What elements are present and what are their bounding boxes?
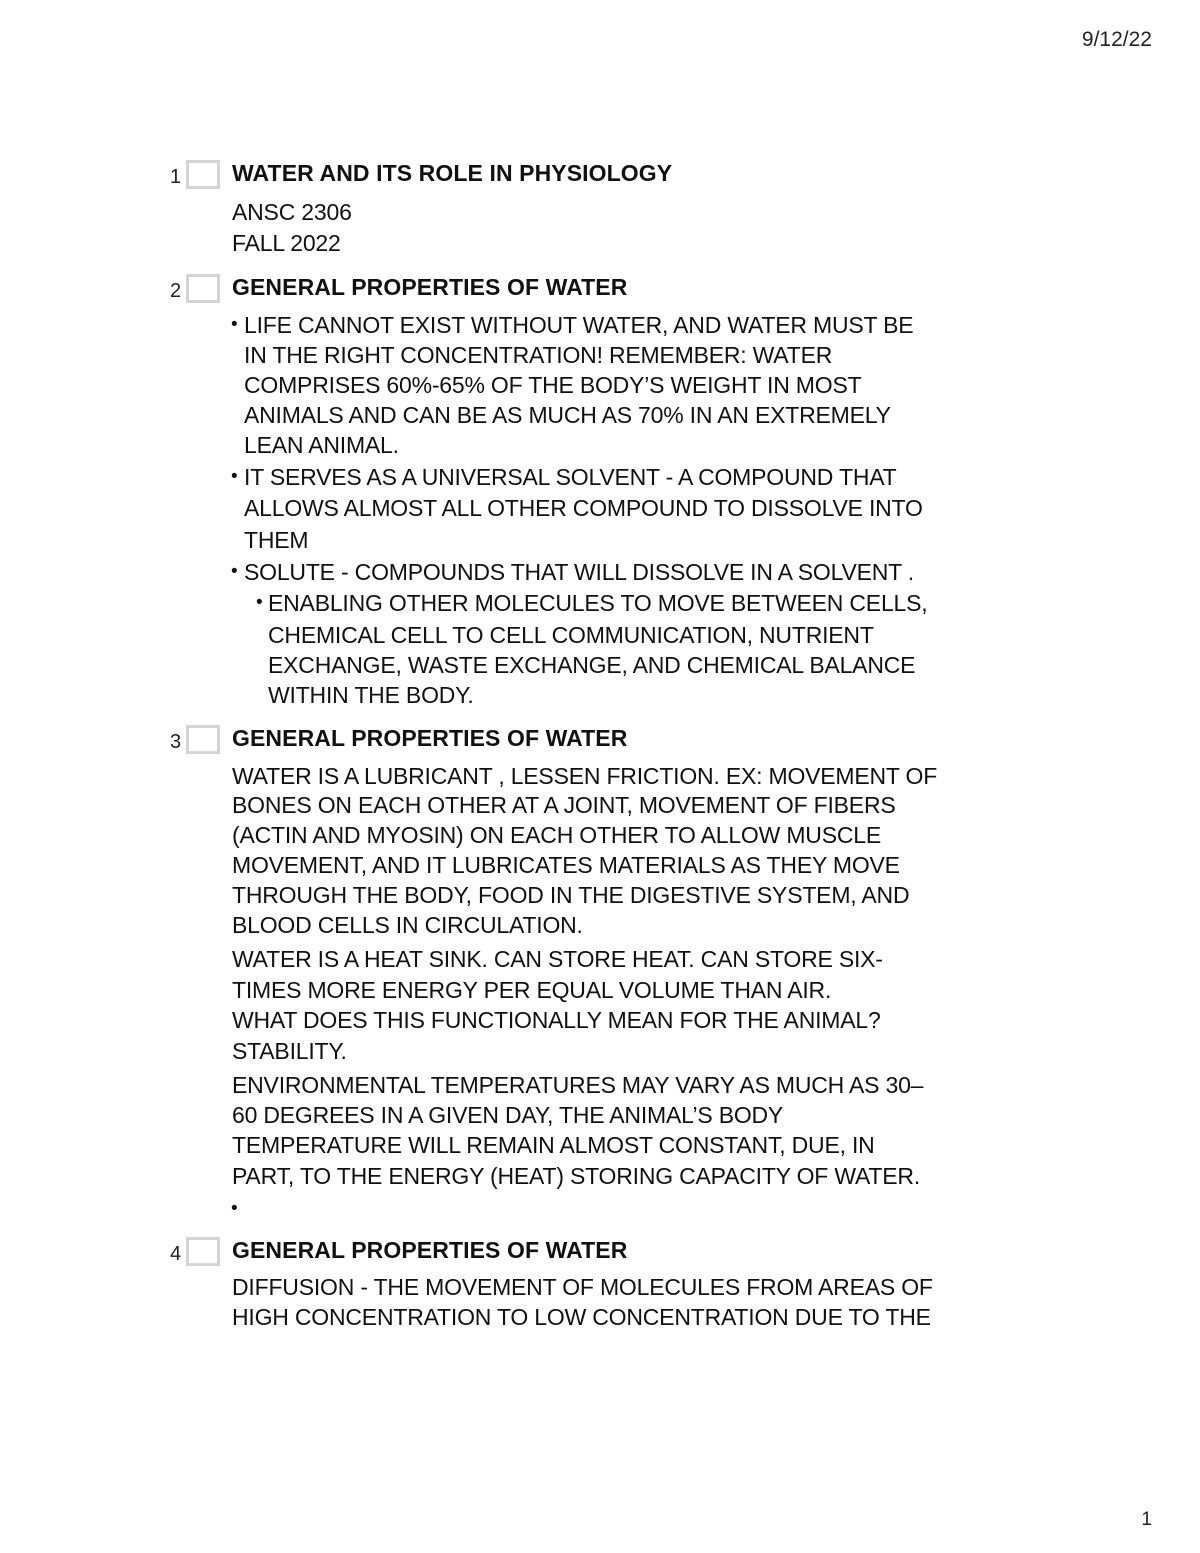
bullet-text: ANIMALS AND CAN BE AS MUCH AS 70% IN AN EXTREMELY bbox=[244, 402, 891, 428]
bullet-text: IT SERVES AS A UNIVERSAL SOLVENT - A COMPOUND THAT bbox=[244, 464, 897, 490]
slide-title: GENERAL PROPERTIES OF WATER bbox=[232, 725, 628, 751]
paragraph-line: TIMES MORE ENERGY PER EQUAL VOLUME THAN AIR. bbox=[232, 977, 832, 1003]
page-number: 1 bbox=[1141, 1509, 1152, 1530]
paragraph-line: ENVIRONMENTAL TEMPERATURES MAY VARY AS MUCH AS 30– bbox=[232, 1072, 924, 1098]
slide-thumbnail[interactable] bbox=[186, 160, 220, 189]
paragraph-line: THROUGH THE BODY, FOOD IN THE DIGESTIVE SYSTEM, AND bbox=[232, 882, 910, 908]
paragraph-line: DIFFUSION - THE MOVEMENT OF MOLECULES FROM AREAS OF bbox=[232, 1274, 933, 1300]
bullet-text: CHEMICAL CELL TO CELL COMMUNICATION, NUTRIENT bbox=[268, 622, 874, 648]
paragraph-line: STABILITY. bbox=[232, 1038, 347, 1064]
paragraph-line: BONES ON EACH OTHER AT A JOINT, MOVEMENT OF FIBERS bbox=[232, 792, 896, 818]
bullet-text: WITHIN THE BODY. bbox=[268, 682, 474, 708]
slide-3 bbox=[0, 725, 1200, 1219]
slide-title: GENERAL PROPERTIES OF WATER bbox=[232, 274, 628, 300]
slide-number: 4 bbox=[170, 1243, 182, 1265]
bullet-text: EXCHANGE, WASTE EXCHANGE, AND CHEMICAL BALANCE bbox=[268, 652, 916, 678]
bullet-text: COMPRISES 60%-65% OF THE BODY’S WEIGHT IN MOST bbox=[244, 372, 862, 398]
bullet-text: ALLOWS ALMOST ALL OTHER COMPOUND TO DISSOLVE INTO bbox=[244, 495, 923, 521]
bullet-text: SOLUTE - COMPOUNDS THAT WILL DISSOLVE IN A SOLVENT . bbox=[244, 559, 914, 585]
paragraph-line: 60 DEGREES IN A GIVEN DAY, THE ANIMAL’S BODY bbox=[232, 1102, 784, 1128]
slide-number: 1 bbox=[170, 166, 182, 188]
slide-title: WATER AND ITS ROLE IN PHYSIOLOGY bbox=[232, 160, 673, 186]
slide-thumbnail[interactable] bbox=[186, 725, 220, 754]
slide-number: 2 bbox=[170, 280, 182, 302]
paragraph-line: PART, TO THE ENERGY (HEAT) STORING CAPACITY OF WATER. bbox=[232, 1163, 921, 1189]
paragraph-line: MOVEMENT, AND IT LUBRICATES MATERIALS AS THEY MOVE bbox=[232, 852, 900, 878]
slide-thumbnail[interactable] bbox=[186, 274, 220, 303]
paragraph-line: WATER IS A HEAT SINK. CAN STORE HEAT. CAN STORE SIX- bbox=[232, 946, 883, 972]
slide-thumbnail[interactable] bbox=[186, 1237, 220, 1266]
bullet-icon: • bbox=[231, 1198, 238, 1219]
paragraph-line: HIGH CONCENTRATION TO LOW CONCENTRATION DUE TO THE bbox=[232, 1304, 931, 1330]
bullet-text: LIFE CANNOT EXIST WITHOUT WATER, AND WATER MUST BE bbox=[244, 312, 914, 338]
bullet-text: THEM bbox=[244, 527, 309, 553]
paragraph-line: (ACTIN AND MYOSIN) ON EACH OTHER TO ALLOW MUSCLE bbox=[232, 822, 881, 848]
paragraph-line: BLOOD CELLS IN CIRCULATION. bbox=[232, 912, 583, 938]
course-code: ANSC 2306 bbox=[232, 199, 352, 225]
paragraph-line: WHAT DOES THIS FUNCTIONALLY MEAN FOR THE ANIMAL? bbox=[232, 1007, 881, 1033]
slide-title: GENERAL PROPERTIES OF WATER bbox=[232, 1237, 628, 1263]
bullet-icon: • bbox=[231, 314, 238, 335]
slide-4 bbox=[0, 1237, 1200, 1337]
semester: FALL 2022 bbox=[232, 230, 341, 256]
bullet-text: ENABLING OTHER MOLECULES TO MOVE BETWEEN CELLS, bbox=[268, 590, 928, 616]
slide-2 bbox=[0, 274, 1200, 714]
bullet-icon: • bbox=[256, 592, 263, 613]
bullet-icon: • bbox=[231, 466, 238, 487]
bullet-text: IN THE RIGHT CONCENTRATION! REMEMBER: WATER bbox=[244, 342, 833, 368]
slide-1 bbox=[0, 160, 1200, 260]
bullet-text: LEAN ANIMAL. bbox=[244, 432, 399, 458]
paragraph-line: WATER IS A LUBRICANT , LESSEN FRICTION. EX: MOVEMENT OF bbox=[232, 763, 938, 789]
paragraph-line: TEMPERATURE WILL REMAIN ALMOST CONSTANT, DUE, IN bbox=[232, 1132, 875, 1158]
page-date: 9/12/22 bbox=[1081, 28, 1152, 51]
slide-number: 3 bbox=[170, 731, 182, 753]
bullet-icon: • bbox=[231, 561, 238, 582]
